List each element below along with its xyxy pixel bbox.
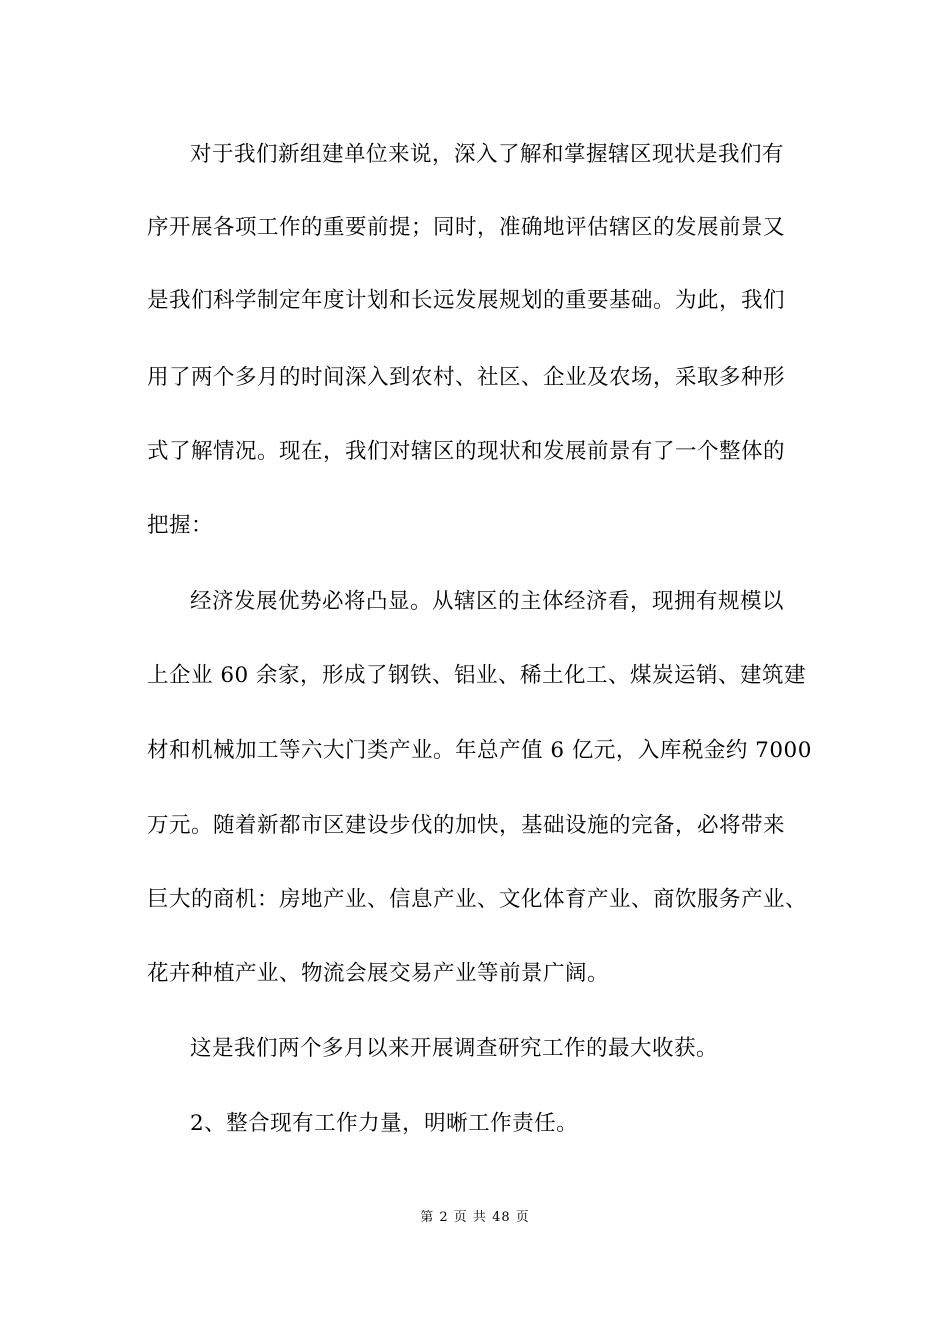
- paragraph-1-line-2: 序开展各项工作的重要前提；同时，准确地评估辖区的发展前景又: [147, 215, 786, 240]
- paragraph-2-line-4: 万元。随着新都市区建设步伐的加快，基础设施的完备，必将带来: [147, 813, 786, 838]
- paragraph-4-line-1: 2、整合现有工作力量，明晰工作责任。: [190, 1111, 579, 1136]
- footer-current-page: 2: [439, 1210, 449, 1225]
- paragraph-1-line-3: 是我们科学制定年度计划和长远发展规划的重要基础。为此，我们: [147, 288, 786, 313]
- paragraph-2-line-3: 材和机械加工等六大门类产业。年总产值 6 亿元，入库税金约 7000: [147, 738, 812, 763]
- paragraph-1-line-6: 把握：: [147, 513, 214, 538]
- paragraph-1-line-5: 式了解情况。现在，我们对辖区的现状和发展前景有了一个整体的: [147, 439, 786, 464]
- paragraph-1-line-1: 对于我们新组建单位来说，深入了解和掌握辖区现状是我们有: [190, 142, 785, 167]
- paragraph-2-line-1: 经济发展优势必将凸显。从辖区的主体经济看，现拥有规模以: [190, 589, 785, 614]
- paragraph-3-line-1: 这是我们两个多月以来开展调查研究工作的最大收获。: [190, 1036, 719, 1061]
- footer-prefix: 第: [420, 1210, 435, 1225]
- paragraph-2-line-5: 巨大的商机：房地产业、信息产业、文化体育产业、商饮服务产业、: [147, 887, 808, 912]
- footer-suffix: 页: [515, 1210, 530, 1225]
- page-number-footer: [0, 1209, 950, 1227]
- paragraph-2-line-6: 花卉种植产业、物流会展交易产业等前景广阔。: [147, 961, 610, 986]
- footer-middle: 页 共: [453, 1210, 487, 1225]
- paragraph-2-line-2: 上企业 60 余家，形成了钢铁、铝业、稀土化工、煤炭运销、建筑建: [147, 663, 807, 688]
- paragraph-1-line-4: 用了两个多月的时间深入到农村、社区、企业及农场，采取多种形: [147, 365, 786, 390]
- footer-total-pages: 48: [492, 1210, 511, 1225]
